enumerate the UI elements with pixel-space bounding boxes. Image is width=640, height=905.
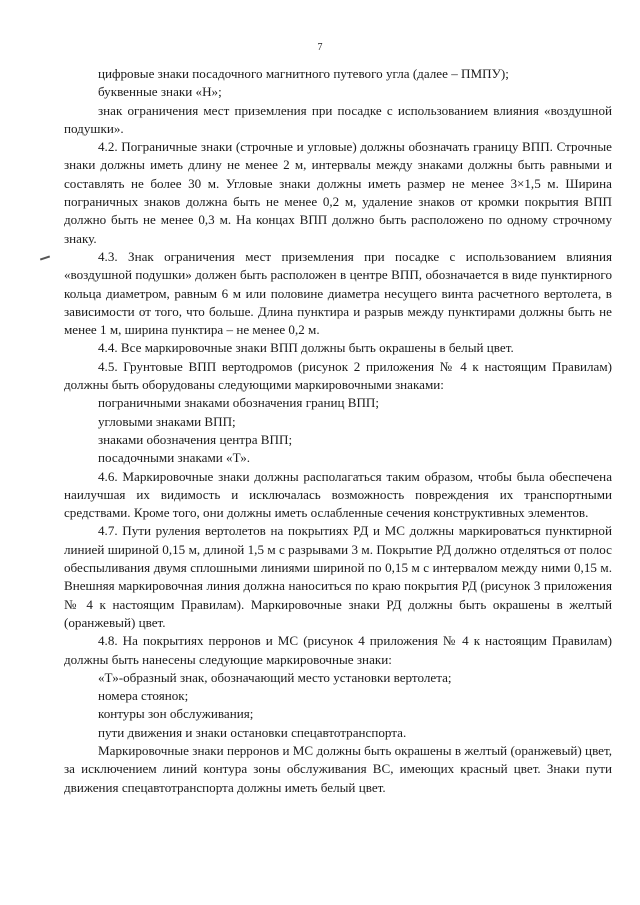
list-item: угловыми знаками ВПП; xyxy=(98,413,236,429)
document-body xyxy=(64,65,612,797)
list-item: номера стоянок; xyxy=(98,688,189,704)
list-item: посадочными знаками «Т». xyxy=(98,450,251,466)
list-item: пути движения и знаки остановки спецавтотранспорта. xyxy=(98,724,407,740)
paragraph: 4.5. Грунтовые ВПП вертодромов (рисунок 2 приложения № 4 к настоящим Правилам) должны быть оборудованы следующими маркировочными знаками: xyxy=(64,358,612,393)
list-item: цифровые знаки посадочного магнитного путевого угла (далее – ПМПУ); xyxy=(98,66,509,81)
paragraph: знак ограничения мест приземления при посадке с использованием влияния «воздушной подушки». xyxy=(64,102,612,136)
list-item: пограничными знаками обозначения границ ВПП; xyxy=(98,395,380,411)
paragraph: 4.3. Знак ограничения мест приземления при посадке с использованием влияния «воздушной подушки» должен быть расположен в центре ВПП, обозначается в виде пунктирного кольца диаметром, равным 6 м или половине диаметра несущего винта расчетного вертолета, в зависимости от того, что больше. Длина пунктира и разрыв между пунктирами должны быть не менее 1 м, ширина пунктира – не менее 0,2 м. xyxy=(64,248,612,338)
paragraph: 4.7. Пути руления вертолетов на покрытиях РД и МС должны маркироваться пунктирной линией шириной 0,15 м, длиной 1,5 м с разрывами 3 м. Покрытие РД должно отделяться от полос обеспыливания двумя сплошными линиями шириной по 0,15 м с интервалом между ними 0,15 м. Внешняя маркировочная линия должна наноситься по краю покрытия РД (рисунок 3 приложения № 4 к настоящим Правилам). Маркировочные знаки РД должны быть окрашены в желтый (оранжевый) цвет. xyxy=(64,523,612,630)
list-item: «Т»-образный знак, обозначающий место установки вертолета; xyxy=(98,669,452,685)
margin-pen-mark xyxy=(40,256,50,261)
paragraph: 4.8. На покрытиях перронов и МС (рисунок 4 приложения № 4 к настоящим Правилам) должны быть нанесены следующие маркировочные знаки: xyxy=(64,633,612,667)
paragraph: 4.6. Маркировочные знаки должны располагаться таким образом, чтобы была обеспечена наилучшая их видимость и исключалась возможность повреждения их транспортными средствами. Кроме того, они должны иметь ослабленные сечения конструктивных элементов. xyxy=(64,468,612,521)
list-item: знаками обозначения центра ВПП; xyxy=(98,431,293,447)
list-item: буквенные знаки «Н»; xyxy=(98,84,222,100)
paragraph: 4.4. Все маркировочные знаки ВПП должны быть окрашены в белый цвет. xyxy=(98,340,514,356)
list-item: контуры зон обслуживания; xyxy=(98,706,254,722)
page-number: 7 xyxy=(317,42,323,53)
paragraph: Маркировочные знаки перронов и МС должны быть окрашены в желтый (оранжевый) цвет, за исключением линий контура зоны обслуживания ВС, имеющих красный цвет. Знаки пути движения спецавтотранспорта должны иметь белый цвет. xyxy=(64,742,612,795)
paragraph: 4.2. Пограничные знаки (строчные и угловые) должны обозначать границу ВПП. Строчные знаки должны иметь длину не менее 2 м, интервалы между знаками должны быть равными и составлять не более 30 м. Угловые знаки должны иметь размер не менее 3×1,5 м. Ширина пограничных знаков должна быть не менее 0,2 м, удаление знаков от кромки покрытия ВПП должно быть не менее 0,3 м. На концах ВПП должно быть расположено по одному строчному знаку. xyxy=(64,139,612,246)
